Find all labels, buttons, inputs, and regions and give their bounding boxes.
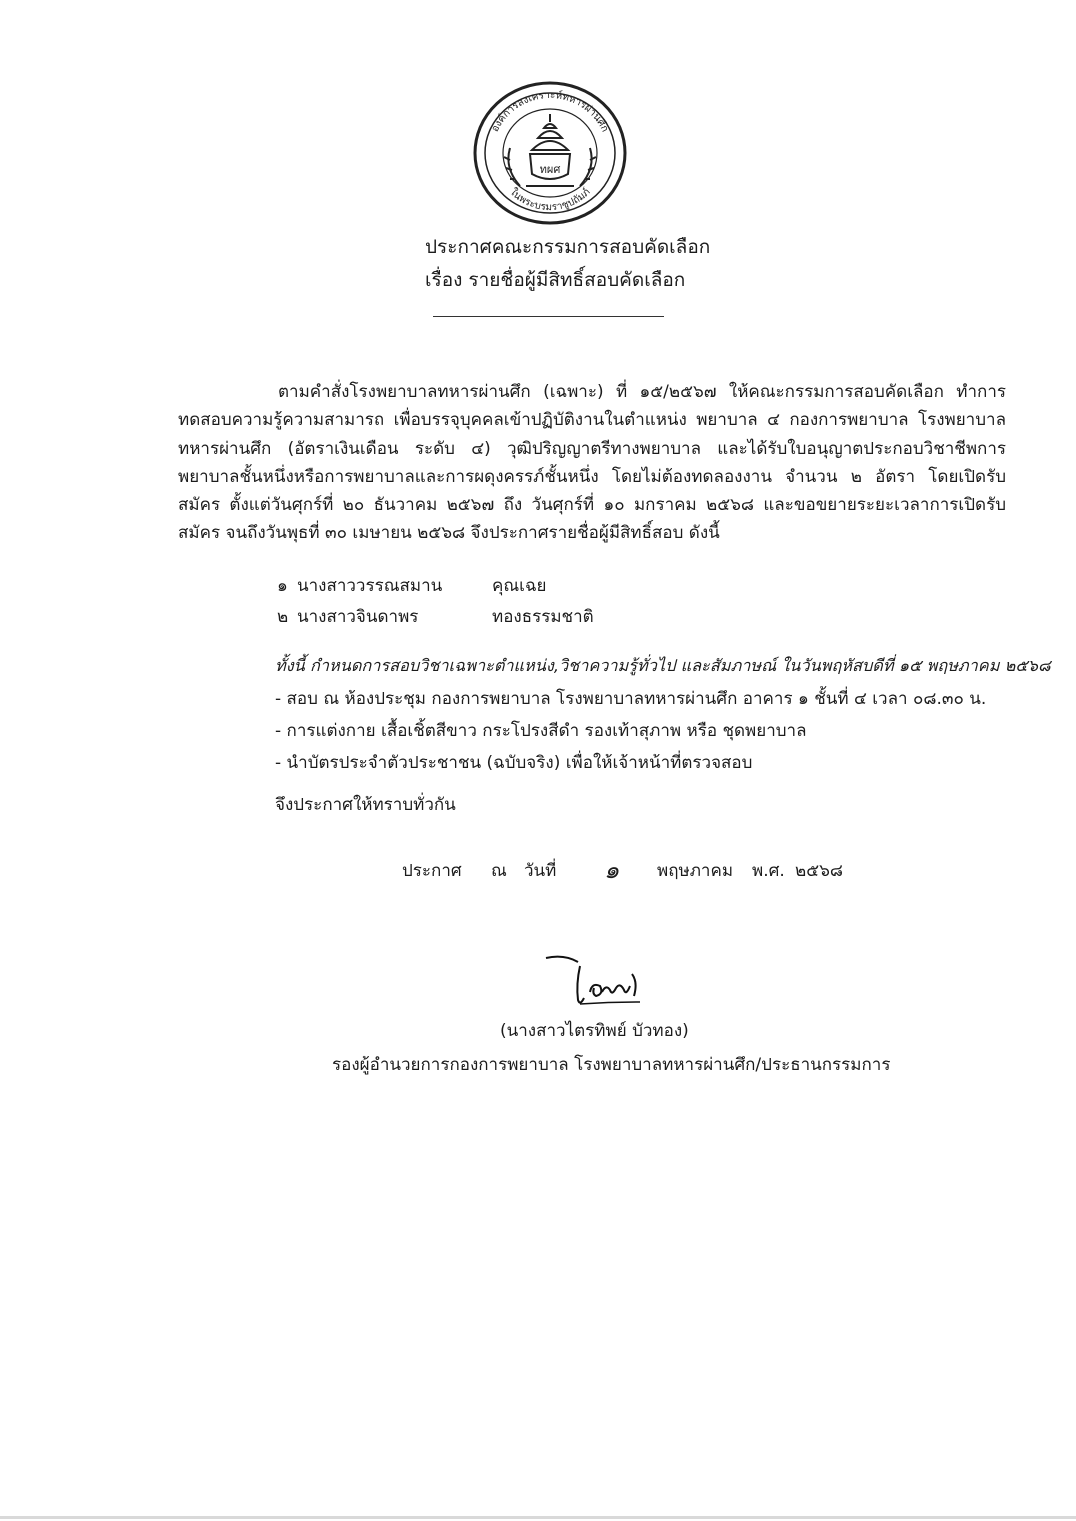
exam-id-card: - นำบัตรประจำตัวประชาชน (ฉบับจริง) เพื่อให้เจ้าหน้าที่ตรวจสอบ bbox=[275, 753, 753, 773]
main-paragraph-block bbox=[178, 378, 1006, 548]
closing-statement: จึงประกาศให้ทราบทั่วกัน bbox=[275, 795, 456, 815]
announcement-subject: เรื่อง รายชื่อผู้มีสิทธิ์สอบคัดเลือก bbox=[425, 269, 686, 291]
announce-year: ๒๕๖๘ bbox=[795, 861, 843, 881]
announce-at: ณ bbox=[491, 861, 507, 881]
announce-day: ๑ bbox=[604, 856, 620, 884]
main-paragraph: ตามคำสั่งโรงพยาบาลทหารผ่านศึก (เฉพาะ) ที่ ๑๕/๒๕๖๗ ให้คณะกรรมการสอบคัดเลือก ทำการทดสอบความรู้ความสามารถ เพื่อบรรจุบุคคลเข้าปฏิบัติงานในตำแหน่ง พยาบาล ๔ กองการพยาบาล โรงพยาบาลทหารผ่านศึก (อัตราเงินเดือน ระดับ ๔) วุฒิปริญญาตรีทางพยาบาล และได้รับใบอนุญาตประกอบวิชาชีพการพยาบาลชั้นหนึ่งหรือการพยาบาลและการผดุงครรภ์ชั้นหนึ่ง โดยไม่ต้องทดลองงาน จำนวน ๒ อัตรา โดยเปิดรับสมัคร ตั้งแต่วันศุกร์ที่ ๒๐ ธันวาคม ๒๕๖๗ ถึง วันศุกร์ที่ ๑๐ มกราคม ๒๕๖๘ และขอขยายระยะเวลาการเปิดรับสมัคร จนถึงวันพุธที่ ๓๐ เมษายน ๒๕๖๘ จึงประกาศรายชื่อผู้มีสิทธิ์สอบ ดังนี้ bbox=[178, 382, 1006, 544]
candidate-name: นางสาววรรณสมาน bbox=[297, 576, 443, 596]
candidate-name: นางสาวจินดาพร bbox=[297, 607, 419, 627]
svg-text:ในพระบรมราชูปถัมภ์ bbox=[507, 186, 592, 213]
organization-emblem bbox=[470, 78, 630, 228]
candidate-number: ๒ bbox=[277, 607, 289, 627]
announce-label: ประกาศ bbox=[402, 861, 462, 881]
emblem-center-text: ทผศ bbox=[539, 163, 561, 176]
title-divider bbox=[433, 316, 664, 317]
emblem-top-text: องค์การสงเคราะห์ทหารผ่านศึก bbox=[489, 89, 611, 134]
scan-bottom-edge bbox=[0, 1516, 1076, 1519]
candidate-number: ๑ bbox=[277, 576, 288, 596]
handwritten-signature bbox=[540, 952, 650, 1010]
announce-day-label: วันที่ bbox=[524, 861, 557, 881]
candidate-surname: คุณเฉย bbox=[492, 576, 547, 596]
announcement-heading: ประกาศคณะกรรมการสอบคัดเลือก bbox=[425, 236, 711, 258]
candidate-surname: ทองธรรมชาติ bbox=[492, 607, 594, 627]
exam-schedule: ทั้งนี้ กำหนดการสอบวิชาเฉพาะตำแหน่ง,วิชาความรู้ทั่วไป และสัมภาษณ์ ในวันพฤหัสบดีที่ ๑๕ พฤษภาคม ๒๕๖๘ bbox=[275, 656, 1051, 675]
announce-month: พฤษภาคม bbox=[657, 861, 734, 881]
signatory-name: (นางสาวไตรทิพย์ บัวทอง) bbox=[500, 1021, 689, 1041]
announce-era: พ.ศ. bbox=[752, 861, 785, 881]
exam-location: - สอบ ณ ห้องประชุม กองการพยาบาล โรงพยาบาลทหารผ่านศึก อาคาร ๑ ชั้นที่ ๔ เวลา ๐๘.๓๐ น. bbox=[275, 689, 987, 709]
signatory-title: รองผู้อำนวยการกองการพยาบาล โรงพยาบาลทหารผ่านศึก/ประธานกรรมการ bbox=[332, 1055, 891, 1075]
exam-dress-code: - การแต่งกาย เสื้อเชิ้ตสีขาว กระโปรงสีดำ รองเท้าสุภาพ หรือ ชุดพยาบาล bbox=[275, 721, 807, 741]
emblem-bottom-text: ในพระบรมราชูปถัมภ์ bbox=[507, 186, 593, 214]
